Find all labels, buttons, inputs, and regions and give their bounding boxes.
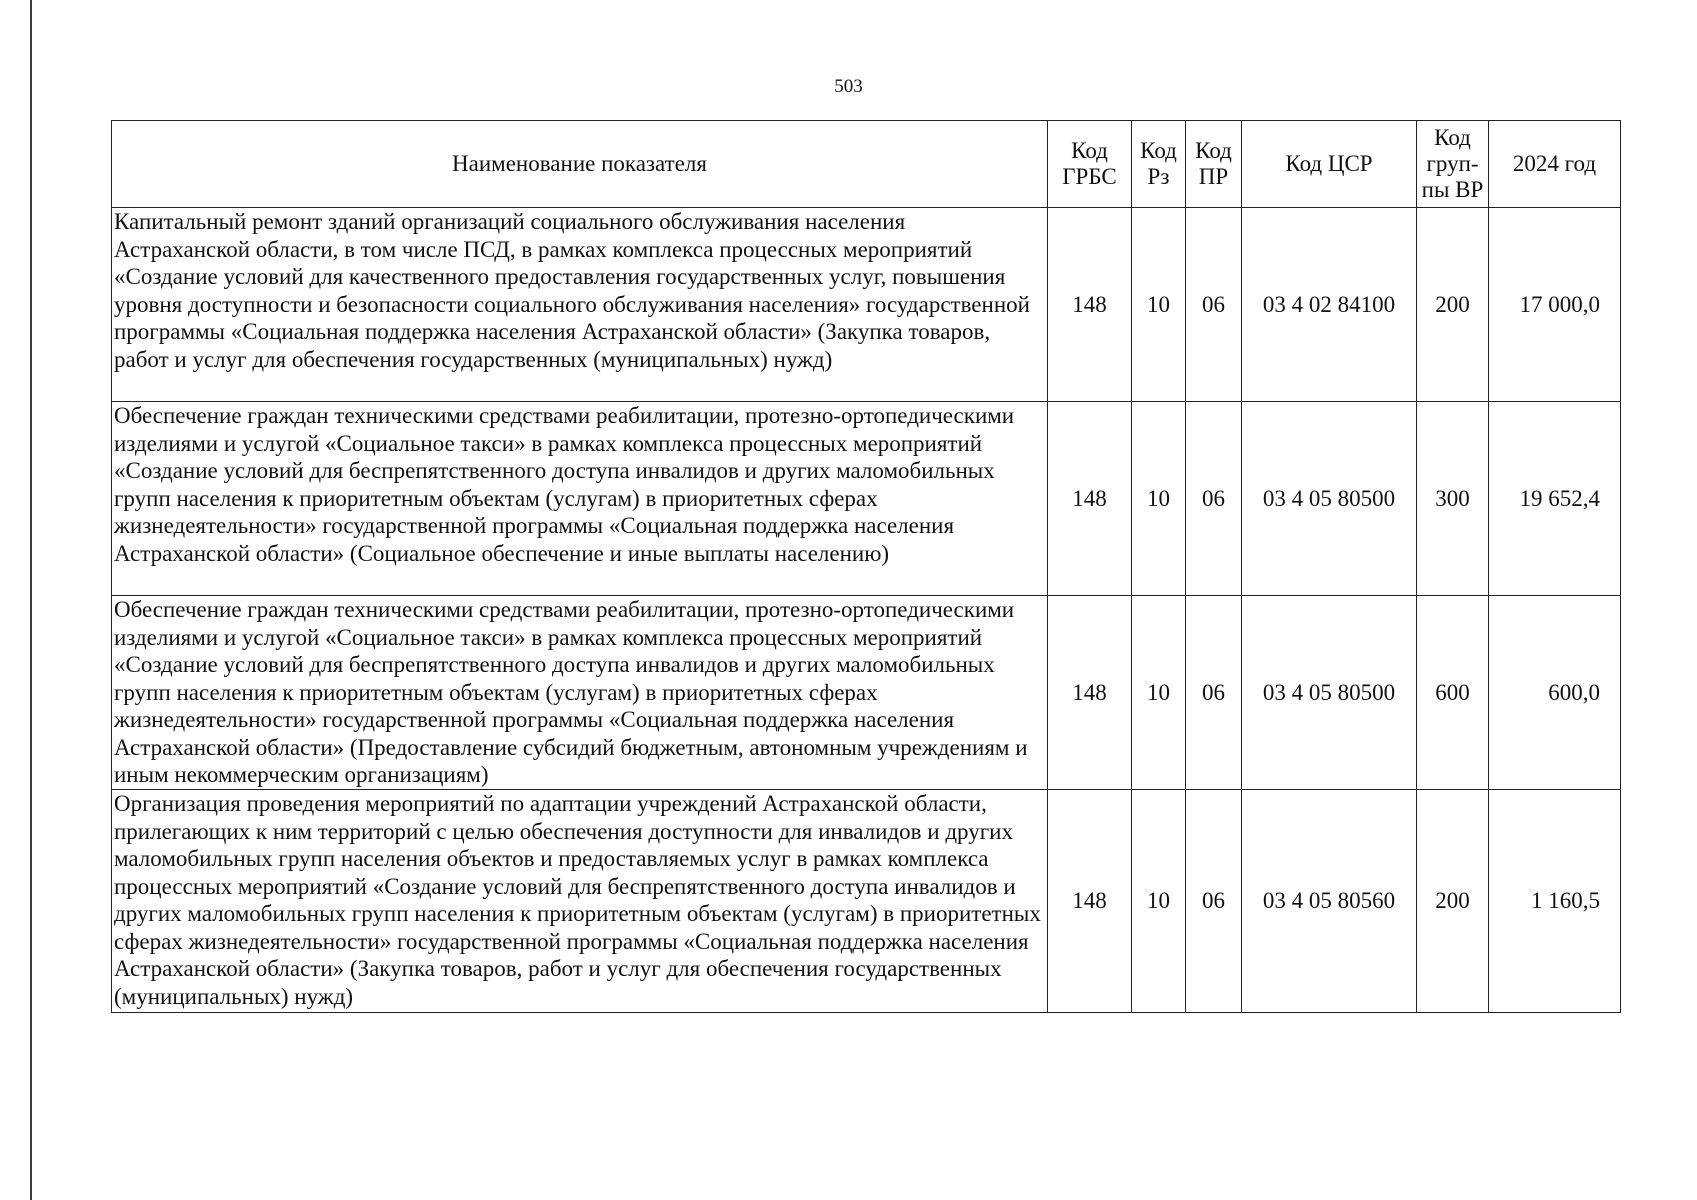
cell-name: Капитальный ремонт зданий организаций социального обслуживания населения Астраханской области, в том числе ПСД, в рамках комплекса процессных мероприятий «Создание условий для качественного предоставления государственных услуг, повышения уровня доступности и безопасности социального обслуживания населения» государственной программы «Социальная поддержка населения Астраханской области» (Закупка товаров, работ и услуг для обеспечения государственных (муниципальных) нужд) bbox=[112, 208, 1048, 402]
page-edge-line bbox=[30, 0, 32, 1200]
table-row bbox=[112, 402, 1621, 596]
table-row bbox=[112, 208, 1621, 402]
header-pr: Код ПР bbox=[1186, 121, 1242, 208]
header-vr: Код груп-пы ВР bbox=[1417, 121, 1489, 208]
page-number: 503 bbox=[834, 76, 863, 97]
cell-pr: 06 bbox=[1186, 208, 1242, 402]
cell-rz: 10 bbox=[1132, 790, 1186, 1013]
cell-grbs: 148 bbox=[1048, 402, 1132, 596]
table-header-row bbox=[112, 121, 1621, 208]
cell-csr: 03 4 05 80500 bbox=[1242, 596, 1417, 790]
cell-pr: 06 bbox=[1186, 402, 1242, 596]
table-row bbox=[112, 790, 1621, 1013]
header-grbs: Код ГРБС bbox=[1048, 121, 1132, 208]
cell-vr: 600 bbox=[1417, 596, 1489, 790]
cell-vr: 300 bbox=[1417, 402, 1489, 596]
cell-csr: 03 4 05 80560 bbox=[1242, 790, 1417, 1013]
cell-grbs: 148 bbox=[1048, 790, 1132, 1013]
header-name: Наименование показателя bbox=[112, 121, 1048, 208]
header-csr: Код ЦСР bbox=[1242, 121, 1417, 208]
header-year: 2024 год bbox=[1489, 121, 1621, 208]
cell-vr: 200 bbox=[1417, 208, 1489, 402]
cell-amount: 600,0 bbox=[1489, 596, 1621, 790]
cell-csr: 03 4 05 80500 bbox=[1242, 402, 1417, 596]
cell-pr: 06 bbox=[1186, 596, 1242, 790]
cell-amount: 19 652,4 bbox=[1489, 402, 1621, 596]
cell-name: Обеспечение граждан техническими средствами реабилитации, протезно-ортопедическими изделиями и услугой «Социальное такси» в рамках комплекса процессных мероприятий «Создание условий для беспрепятственного доступа инвалидов и других маломобильных групп населения к приоритетным объектам (услугам) в приоритетных сферах жизнедеятельности» государственной программы «Социальная поддержка населения Астраханской области» (Предоставление субсидий бюджетным, автономным учреждениям и иным некоммерческим организациям) bbox=[112, 596, 1048, 790]
cell-rz: 10 bbox=[1132, 208, 1186, 402]
budget-table bbox=[111, 120, 1621, 1013]
cell-rz: 10 bbox=[1132, 596, 1186, 790]
cell-amount: 1 160,5 bbox=[1489, 790, 1621, 1013]
cell-grbs: 148 bbox=[1048, 208, 1132, 402]
cell-vr: 200 bbox=[1417, 790, 1489, 1013]
header-rz: Код Рз bbox=[1132, 121, 1186, 208]
cell-name: Организация проведения мероприятий по адаптации учреждений Астраханской области, прилегающих к ним территорий с целью обеспечения доступности для инвалидов и других маломобильных групп населения объектов и предоставляемых услуг в рамках комплекса процессных мероприятий «Создание условий для беспрепятственного доступа инвалидов и других маломобильных групп населения к приоритетным объектам (услугам) в приоритетных сферах жизнедеятельности» государственной программы «Социальная поддержка населения Астраханской области» (Закупка товаров, работ и услуг для обеспечения государственных (муниципальных) нужд) bbox=[112, 790, 1048, 1013]
table-row bbox=[112, 596, 1621, 790]
cell-csr: 03 4 02 84100 bbox=[1242, 208, 1417, 402]
cell-grbs: 148 bbox=[1048, 596, 1132, 790]
cell-amount: 17 000,0 bbox=[1489, 208, 1621, 402]
cell-pr: 06 bbox=[1186, 790, 1242, 1013]
cell-name: Обеспечение граждан техническими средствами реабилитации, протезно-ортопедическими изделиями и услугой «Социальное такси» в рамках комплекса процессных мероприятий «Создание условий для беспрепятственного доступа инвалидов и других маломобильных групп населения к приоритетным объектам (услугам) в приоритетных сферах жизнедеятельности» государственной программы «Социальная поддержка населения Астраханской области» (Социальное обеспечение и иные выплаты населению) bbox=[112, 402, 1048, 596]
cell-rz: 10 bbox=[1132, 402, 1186, 596]
